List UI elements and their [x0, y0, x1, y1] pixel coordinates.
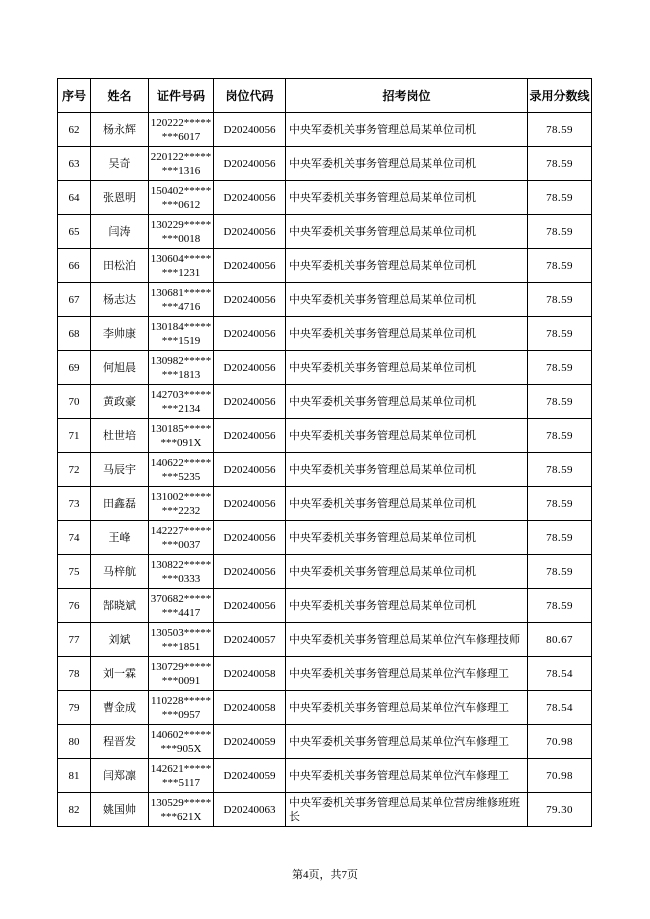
table-row	[58, 589, 592, 623]
cell-position-title: 中央军委机关事务管理总局某单位汽车修理工	[286, 691, 528, 725]
cell-name: 程晋发	[91, 725, 149, 759]
cell-name: 杨志达	[91, 283, 149, 317]
cell-id-number	[149, 317, 214, 351]
cell-position-code: D20240056	[214, 249, 286, 283]
cell-score: 78.59	[528, 589, 592, 623]
table-row	[58, 385, 592, 419]
cell-serial-number: 78	[58, 657, 91, 691]
cell-position-title: 中央军委机关事务管理总局某单位汽车修理工	[286, 725, 528, 759]
id-number-line: 130229*****	[150, 218, 212, 231]
table-row	[58, 215, 592, 249]
id-number-line: ***4417	[161, 606, 201, 619]
cell-name: 杜世培	[91, 419, 149, 453]
table-row	[58, 351, 592, 385]
cell-id-number	[149, 725, 214, 759]
id-number-line: ***0612	[161, 198, 201, 211]
cell-position-code: D20240063	[214, 793, 286, 827]
id-number-line: 110228*****	[150, 694, 212, 707]
cell-serial-number: 73	[58, 487, 91, 521]
cell-score: 78.59	[528, 283, 592, 317]
cell-id-number	[149, 419, 214, 453]
cell-position-code: D20240058	[214, 657, 286, 691]
cell-score: 78.59	[528, 113, 592, 147]
cell-serial-number: 80	[58, 725, 91, 759]
header-name: 姓名	[91, 79, 149, 113]
cell-serial-number: 75	[58, 555, 91, 589]
header-score: 录用分数线	[528, 79, 592, 113]
cell-position-title: 中央军委机关事务管理总局某单位汽车修理工	[286, 759, 528, 793]
table-row	[58, 691, 592, 725]
cell-score: 78.59	[528, 521, 592, 555]
cell-id-number	[149, 623, 214, 657]
cell-name: 郜晓斌	[91, 589, 149, 623]
cell-score: 78.54	[528, 691, 592, 725]
cell-position-code: D20240057	[214, 623, 286, 657]
table-header	[58, 79, 592, 113]
id-number-line: ***2134	[161, 402, 201, 415]
cell-serial-number: 79	[58, 691, 91, 725]
cell-position-title: 中央军委机关事务管理总局某单位司机	[286, 113, 528, 147]
cell-position-code: D20240056	[214, 351, 286, 385]
id-number-line: 370682*****	[150, 592, 212, 605]
id-number-line: 142703*****	[150, 388, 212, 401]
cell-position-title: 中央军委机关事务管理总局某单位司机	[286, 147, 528, 181]
cell-position-code: D20240056	[214, 589, 286, 623]
id-number-line: ***6017	[161, 130, 201, 143]
cell-serial-number: 68	[58, 317, 91, 351]
cell-position-title: 中央军委机关事务管理总局某单位司机	[286, 589, 528, 623]
id-number-line: ***1519	[161, 334, 201, 347]
admission-table	[57, 78, 592, 827]
id-number-line: 130529*****	[150, 796, 212, 809]
cell-score: 78.59	[528, 317, 592, 351]
table-row	[58, 793, 592, 827]
id-number-line: ***5117	[161, 776, 201, 789]
cell-score: 78.54	[528, 657, 592, 691]
cell-position-title: 中央军委机关事务管理总局某单位司机	[286, 351, 528, 385]
table-row	[58, 283, 592, 317]
id-number-line: ***4716	[161, 300, 201, 313]
cell-name: 马梓航	[91, 555, 149, 589]
cell-position-code: D20240056	[214, 521, 286, 555]
cell-id-number	[149, 759, 214, 793]
table-row	[58, 725, 592, 759]
table-row	[58, 181, 592, 215]
cell-position-title: 中央军委机关事务管理总局某单位司机	[286, 521, 528, 555]
header-id-number: 证件号码	[149, 79, 214, 113]
cell-position-code: D20240056	[214, 317, 286, 351]
cell-serial-number: 81	[58, 759, 91, 793]
id-number-line: ***1231	[161, 266, 201, 279]
cell-serial-number: 62	[58, 113, 91, 147]
cell-serial-number: 72	[58, 453, 91, 487]
cell-score: 78.59	[528, 385, 592, 419]
cell-id-number	[149, 657, 214, 691]
cell-score: 78.59	[528, 181, 592, 215]
cell-position-code: D20240056	[214, 147, 286, 181]
id-number-line: ***621X	[160, 810, 202, 823]
id-number-line: 130185*****	[150, 422, 212, 435]
cell-serial-number: 76	[58, 589, 91, 623]
cell-position-title: 中央军委机关事务管理总局某单位司机	[286, 385, 528, 419]
table-row	[58, 555, 592, 589]
id-number-line: 142227*****	[150, 524, 212, 537]
cell-serial-number: 66	[58, 249, 91, 283]
id-number-line: 130729*****	[150, 660, 212, 673]
cell-position-title: 中央军委机关事务管理总局某单位司机	[286, 419, 528, 453]
cell-position-code: D20240056	[214, 487, 286, 521]
cell-id-number	[149, 589, 214, 623]
id-number-line: ***0091	[161, 674, 201, 687]
cell-score: 78.59	[528, 453, 592, 487]
cell-position-title: 中央军委机关事务管理总局某单位汽车修理技师	[286, 623, 528, 657]
table-row	[58, 249, 592, 283]
header-row	[58, 79, 592, 113]
cell-position-code: D20240059	[214, 759, 286, 793]
id-number-line: ***5235	[161, 470, 201, 483]
cell-position-title: 中央军委机关事务管理总局某单位司机	[286, 249, 528, 283]
cell-position-title: 中央军委机关事务管理总局某单位司机	[286, 215, 528, 249]
cell-score: 80.67	[528, 623, 592, 657]
header-position-title: 招考岗位	[286, 79, 528, 113]
cell-id-number	[149, 453, 214, 487]
cell-name: 刘斌	[91, 623, 149, 657]
cell-position-title: 中央军委机关事务管理总局某单位司机	[286, 453, 528, 487]
cell-score: 78.59	[528, 487, 592, 521]
cell-serial-number: 64	[58, 181, 91, 215]
id-number-line: 120222*****	[150, 116, 212, 129]
cell-position-code: D20240056	[214, 283, 286, 317]
cell-position-code: D20240056	[214, 215, 286, 249]
id-number-line: ***905X	[160, 742, 202, 755]
cell-position-title: 中央军委机关事务管理总局某单位司机	[286, 181, 528, 215]
cell-score: 70.98	[528, 759, 592, 793]
id-number-line: ***091X	[160, 436, 202, 449]
table-row	[58, 759, 592, 793]
cell-position-title: 中央军委机关事务管理总局某单位司机	[286, 487, 528, 521]
cell-name: 田鑫磊	[91, 487, 149, 521]
cell-position-code: D20240056	[214, 419, 286, 453]
id-number-line: 140602*****	[150, 728, 212, 741]
cell-name: 闫郑凛	[91, 759, 149, 793]
table-row	[58, 317, 592, 351]
cell-score: 78.59	[528, 147, 592, 181]
cell-serial-number: 71	[58, 419, 91, 453]
cell-position-title: 中央军委机关事务管理总局某单位司机	[286, 555, 528, 589]
cell-position-title: 中央军委机关事务管理总局某单位司机	[286, 317, 528, 351]
table-row	[58, 657, 592, 691]
cell-id-number	[149, 113, 214, 147]
cell-id-number	[149, 521, 214, 555]
page-footer: 第4页，共7页	[292, 869, 358, 881]
cell-id-number	[149, 691, 214, 725]
cell-position-code: D20240056	[214, 385, 286, 419]
id-number-line: 130982*****	[150, 354, 212, 367]
cell-position-title: 中央军委机关事务管理总局某单位营房维修班班长	[286, 793, 528, 827]
cell-id-number	[149, 793, 214, 827]
cell-position-title: 中央军委机关事务管理总局某单位汽车修理工	[286, 657, 528, 691]
id-number-line: 142621*****	[150, 762, 212, 775]
cell-name: 何旭晨	[91, 351, 149, 385]
cell-id-number	[149, 181, 214, 215]
table-row	[58, 419, 592, 453]
cell-id-number	[149, 147, 214, 181]
cell-position-code: D20240059	[214, 725, 286, 759]
cell-name: 马辰宇	[91, 453, 149, 487]
cell-position-code: D20240058	[214, 691, 286, 725]
cell-name: 闫涛	[91, 215, 149, 249]
cell-position-code: D20240056	[214, 453, 286, 487]
cell-name: 田松泊	[91, 249, 149, 283]
cell-id-number	[149, 351, 214, 385]
cell-id-number	[149, 215, 214, 249]
cell-name: 杨永辉	[91, 113, 149, 147]
id-number-line: ***1316	[161, 164, 201, 177]
table-row	[58, 623, 592, 657]
cell-score: 78.59	[528, 351, 592, 385]
cell-id-number	[149, 487, 214, 521]
cell-id-number	[149, 555, 214, 589]
id-number-line: 150402*****	[150, 184, 212, 197]
cell-id-number	[149, 249, 214, 283]
cell-serial-number: 82	[58, 793, 91, 827]
cell-position-code: D20240056	[214, 181, 286, 215]
cell-name: 黄政豪	[91, 385, 149, 419]
cell-score: 78.59	[528, 249, 592, 283]
cell-id-number	[149, 283, 214, 317]
id-number-line: ***1813	[161, 368, 201, 381]
id-number-line: 130822*****	[150, 558, 212, 571]
cell-serial-number: 65	[58, 215, 91, 249]
cell-position-code: D20240056	[214, 113, 286, 147]
table-row	[58, 521, 592, 555]
cell-score: 79.30	[528, 793, 592, 827]
cell-name: 张恩明	[91, 181, 149, 215]
id-number-line: ***2232	[161, 504, 201, 517]
table-row	[58, 453, 592, 487]
cell-position-code: D20240056	[214, 555, 286, 589]
table-body	[58, 113, 592, 827]
cell-score: 78.59	[528, 555, 592, 589]
id-number-line: 130681*****	[150, 286, 212, 299]
cell-serial-number: 69	[58, 351, 91, 385]
id-number-line: ***0333	[161, 572, 201, 585]
cell-score: 78.59	[528, 215, 592, 249]
cell-score: 70.98	[528, 725, 592, 759]
cell-serial-number: 63	[58, 147, 91, 181]
id-number-line: ***0037	[161, 538, 201, 551]
cell-name: 吴奇	[91, 147, 149, 181]
id-number-line: 130184*****	[150, 320, 212, 333]
id-number-line: 131002*****	[150, 490, 212, 503]
cell-serial-number: 70	[58, 385, 91, 419]
cell-name: 王峰	[91, 521, 149, 555]
id-number-line: ***0018	[161, 232, 201, 245]
table-row	[58, 487, 592, 521]
id-number-line: 220122*****	[150, 150, 212, 163]
cell-name: 刘一霖	[91, 657, 149, 691]
id-number-line: ***1851	[161, 640, 201, 653]
cell-name: 姚国帅	[91, 793, 149, 827]
table-row	[58, 113, 592, 147]
cell-score: 78.59	[528, 419, 592, 453]
id-number-line: 140622*****	[150, 456, 212, 469]
cell-name: 李帅康	[91, 317, 149, 351]
id-number-line: 130604*****	[150, 252, 212, 265]
cell-serial-number: 74	[58, 521, 91, 555]
table-row	[58, 147, 592, 181]
cell-name: 曹金成	[91, 691, 149, 725]
id-number-line: ***0957	[161, 708, 201, 721]
header-serial-number: 序号	[58, 79, 91, 113]
cell-position-title: 中央军委机关事务管理总局某单位司机	[286, 283, 528, 317]
header-position-code: 岗位代码	[214, 79, 286, 113]
cell-id-number	[149, 385, 214, 419]
cell-serial-number: 77	[58, 623, 91, 657]
cell-serial-number: 67	[58, 283, 91, 317]
id-number-line: 130503*****	[150, 626, 212, 639]
